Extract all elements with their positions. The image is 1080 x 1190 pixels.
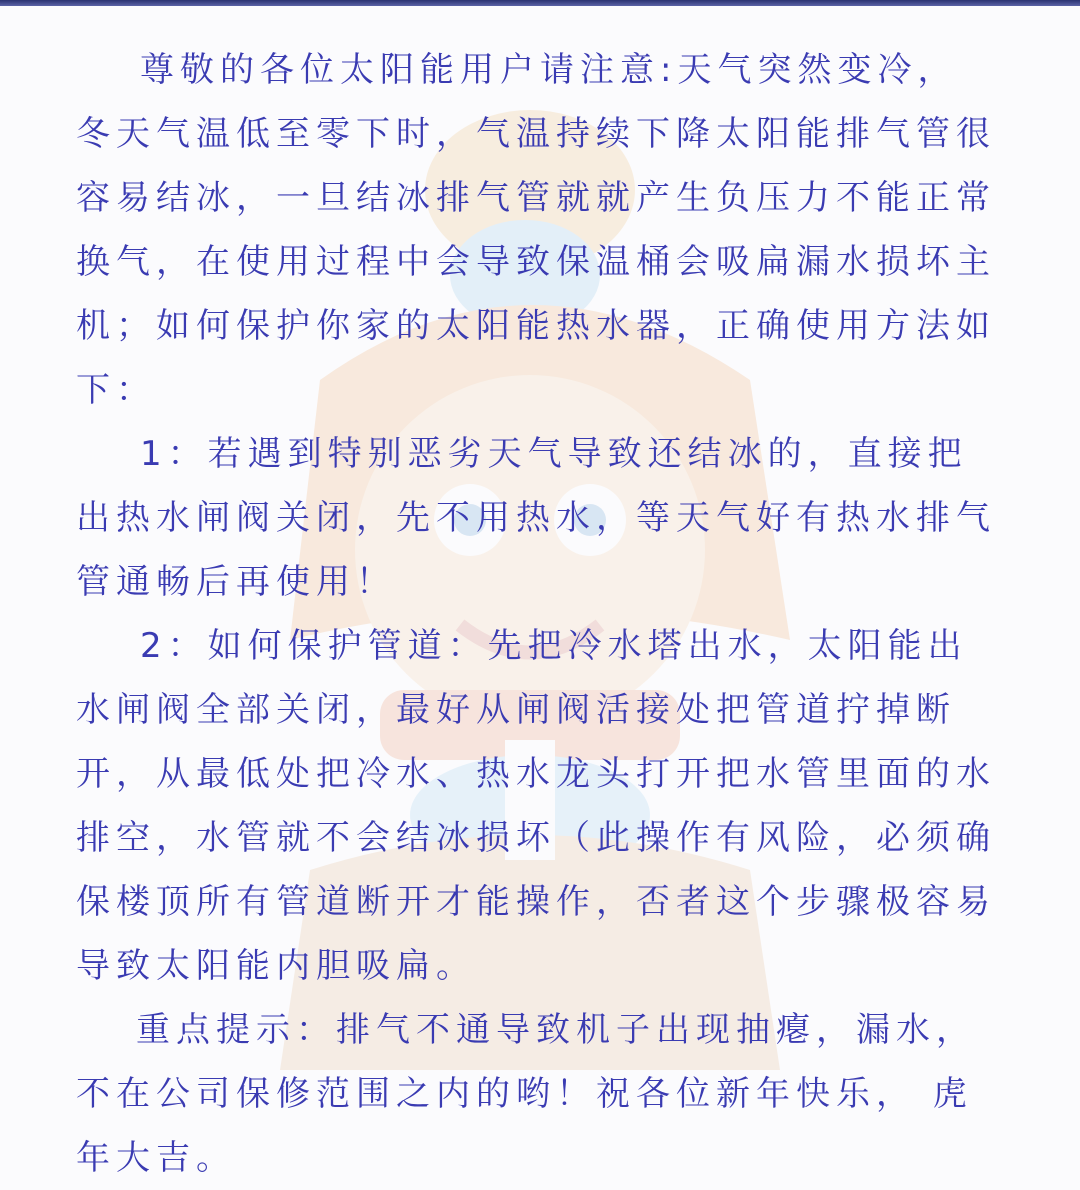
top-border <box>0 0 1080 6</box>
notice-body <box>76 38 996 1190</box>
notice-paragraph-step-2: 2：如何保护管道：先把冷水塔出水，太阳能出水闸阀全部关闭，最好从闸阀活接处把管道拧掉断开，从最低处把冷水、热水龙头打开把水管里面的水排空，水管就不会结冰损坏（此操作有风险，必须确保楼顶所有管道断开才能操作，否者这个步骤极容易导致太阳能内胆吸扁。 <box>76 626 996 986</box>
notice-paragraph-key-tip: 重点提示：排气不通导致机子出现抽瘪，漏水，不在公司保修范围之内的哟！祝各位新年快乐， 虎年大吉。 <box>76 1010 976 1178</box>
notice-paragraph-intro: 尊敬的各位太阳能用户请注意:天气突然变冷，冬天气温低至零下时，气温持续下降太阳能排气管很容易结冰，一旦结冰排气管就就产生负压力不能正常换气，在使用过程中会导致保温桶会吸扁漏水损坏主机；如何保护你家的太阳能热水器，正确使用方法如下： <box>76 50 996 410</box>
notice-paragraph-step-1: 1：若遇到特别恶劣天气导致还结冰的，直接把出热水闸阀关闭，先不用热水，等天气好有热水排气管通畅后再使用！ <box>76 434 996 602</box>
